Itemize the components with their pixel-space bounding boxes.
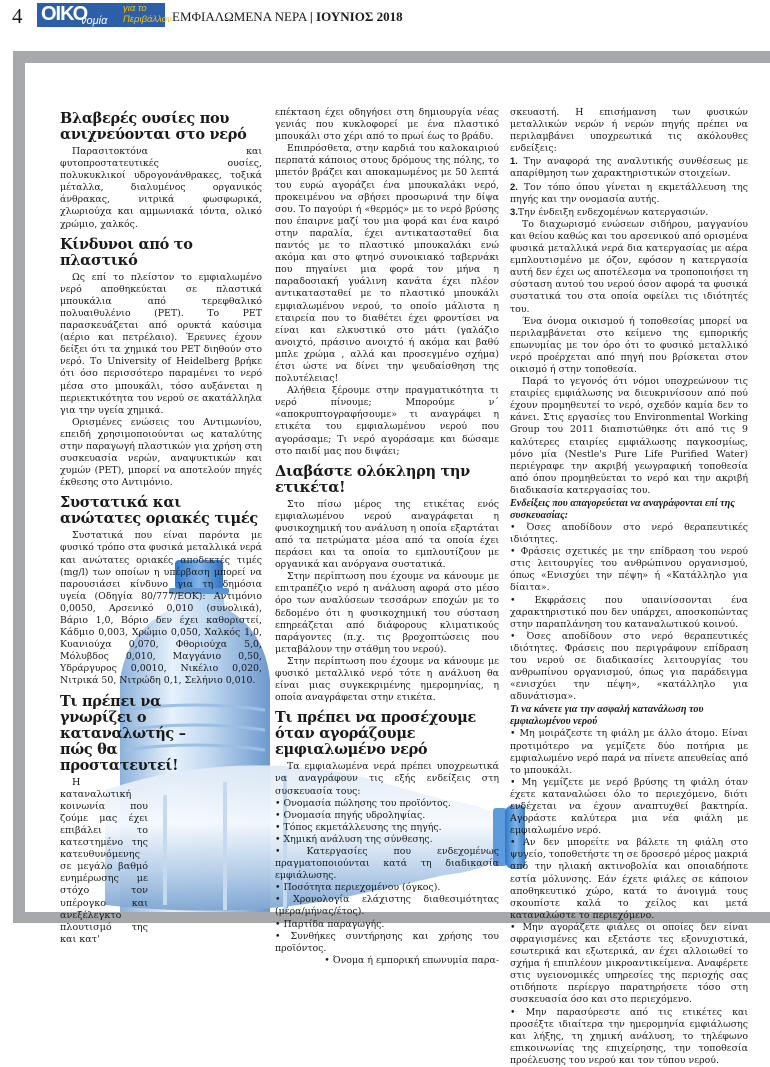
list-item: • Συνθήκες συντήρησης και χρήσης του προϊόντος. — [275, 930, 499, 954]
frame-top — [13, 51, 770, 63]
list-item: • Αν δεν μπορείτε να βάλετε τη φιάλη στο ψυγείο, τοποθετήστε τη σε δροσερό μέρος μακριά από την ηλιακή ακτινοβολία και οποιαδήποτε εστία μόλυνσης. Εάν έχετε φιάλες σε κάποιον αποθηκευτικό χώρο, κατά το άνοιγμά τους σκουπίστε καλά το χείλος και μετά καταναλώστε το περιεχόμενο. — [510, 837, 748, 921]
column-2 — [275, 107, 499, 967]
list-item: • Μην παρασύρεστε από τις ετικέτες και προσέξτε ιδιαίτερα την ημερομηνία εμφιάλωσης και λήξης, τη χημική ανάλυση, το τηλέφωνο επικοινωνίας της επιχείρησης, την τοποθεσία προέλευσης του νερού και τον τύπου νερού. — [510, 1006, 748, 1066]
paragraph: Η καταναλωτική κοινωνία που ζούμε μας έχει επιβάλει το κατεστημένο της κατευθυνόμενης σε μεγάλο βαθμό ενημέρωσης με στόχο τον υπέρογκο και ανεξέλεγκτο πλουτισμό της και κατ' — [60, 776, 148, 945]
paragraph: Ένα όνομα οικισμού ή τοποθεσίας μπορεί να περιλαμβάνεται στο κείμενο της εμπορικής επωνυμίας με τον όρο ότι το φυσικό μεταλλικό νερό προέρχεται από πηγή που βρίσκεται στον οικισμό ή στην τοποθεσία. — [510, 315, 748, 375]
list-item: • Όσες αποδίδουν στο νερό θεραπευτικές ιδιότητες. Φράσεις που περιγράφουν επίδραση του νερού σε διαδικασίες λειτουργίας του ανθρωπίνου οργανισμού, όπως για παράδειγμα «ενισχύει την πέψη», «κατάλληλο για αδυνάτισμα». — [510, 630, 748, 703]
running-header — [172, 9, 403, 25]
paragraph: Το διαχωρισμό ενώσεων σιδήρου, μαγγανίου και θείου καθώς και του αρσενικού από ορισμένα φυσικά μεταλλικά νερά δια κατεργασίας με αέρα εμπλουτισμένο με όζον, εφόσον η κατεργασία αυτή δεν έχει ως αποτέλεσμα να τροποποιήσει τη σύσταση αυτού του νερού όσον αφορά τα φυσικά συστατικά του στα οποία οφείλει τις ιδιότητές του. — [510, 218, 748, 315]
paragraph: Ως επί το πλείστον το εμφιαλωμένο νερό αποθηκεύεται σε πλαστικά μπουκάλια από τερεφθαλικό πολυαιθυλένιο (PET). Το PET παρασκευάζεται από ορυκτά καύσιμα (αέριο και πετρέλαιο). Έρευνες έχουν δείξει ότι τα χημικά του PET διηθούν στο νερό. Το University of Heidelberg βρήκε ότι όσο περισσότερο παραμένει το νερό μέσα στο μπουκάλι, τόσο αυξάνεται η περιεκτικότητα του νερού σε ακατάλληλα για την υγεία χημικά. — [60, 271, 262, 416]
paragraph: σκευαστή. Η επισήμανση των φυσικών μεταλλικών νερών ή νερών πηγής πρέπει να περιλαμβάνει υποχρεωτικά τις ακόλουθες ενδείξεις: — [510, 107, 748, 155]
header-separator: | — [309, 9, 313, 24]
heading-consumer-protection: Τι πρέπει να γνωρίζει ο καταναλωτής – πώς θα προστατευτεί! — [60, 692, 186, 774]
paragraph: Στην περίπτωση που έχουμε να κάνουμε με επιτραπέζιο νερό η ανάλυση αφορά στο μέσο όρο των αναλύσεων τεσσάρων εποχών με το δεδομένο ότι η φυσικοχημική του σύσταση επηρεάζεται από διάφορους κλιματικούς παράγοντες (π.χ. τις βροχοπτώσεις που μεταβάλουν την στάθμη του νερού). — [275, 571, 499, 655]
numbered-item: 1. Την αναφορά της αναλυτικής συνθέσεως με απαρίθμηση των χαρακτηριστικών στοιχείων. — [510, 155, 748, 180]
numbered-item: 3.Την ένδειξη ενδεχομένων κατεργασιών. — [510, 205, 709, 218]
magazine-logo — [37, 3, 172, 27]
paragraph: Αλήθεια ξέρουμε στην πραγματικότητα τι νερό πίνουμε; Μπορούμε ν΄ «αποκρυπτογραφήσουμε» τι αναγράφει η ετικέτα του εμφιαλωμένου νερού που αγοράσαμε; Τι νερό αγοράσαμε και δώσαμε στο παιδί μας που διψάει; — [275, 385, 499, 457]
numbered-item: 2. Τον τόπο όπου γίνεται η εκμετάλλευση της πηγής και την ονομασία αυτής. — [510, 180, 748, 205]
paragraph: Ορισμένες ενώσεις του Αντιμωνίου, επειδή χρησιμοποιούνται ως καταλύτης στην παραγωγή πλαστικών για χρήση στη συσκευασία νερών, αναψυκτικών και χυμών (PET), μπορεί να αποτελούν πηγές έκθεσης στο Αντιμόνιο. — [60, 416, 262, 489]
list-item: • Τόπος εκμετάλλευσης της πηγής. — [275, 821, 442, 833]
paragraph: Τα εμφιαλωμένα νερά πρέπει υποχρεωτικά να αναγράφουν τις εξής ενδείξεις στη συσκευασία τους: — [275, 761, 499, 797]
list-item: • Κατεργασίες που ενδεχομένως πραγματοποιούνται κατά τη διαδικασία εμφιάλωσης. — [275, 845, 499, 882]
list-item: • Μην αγοράζετε φιάλες οι οποίες δεν είναι σφραγισμένες και εξετάστε τες εξονυχιστικά, εσωτερικά και εξωτερικά, αν έχει αλλοιωθεί το σχήμα ή επιπλέουν μικροαντικείμενα. Αναφέρετε στις υγειονομικές υπηρεσίες της περιοχής σας οτιδήποτε περίεργο παρατηρήσετε τόσο στη συσκευασία όσο και στο περιεχόμενο. — [510, 921, 748, 1006]
heading-limit-values: Συστατικά και ανώτατες οριακές τιμές — [60, 494, 258, 528]
list-item: • Όνομα ή εμπορική επωνυμία παρα- — [324, 954, 499, 966]
logo-tagline: για το Περιβάλλον — [123, 3, 172, 25]
paragraph: Συστατικά που είναι παρόντα με φυσικό τρόπο στα φυσικά μεταλλικά νερά και ανώτατες οριακές αποδεκτές τιμές (mg/l) των οποίων η υπέρβαση μπορεί να παρουσιάσει κίνδυνο για τη δημόσια υγεία (Οδηγία 80/777/ΕΟΚ): Αντιμόνιο 0,0050, Αρσενικό 0,010 (συνολικά), Βάριο 1,0, Βόριο δεν έχει καθοριστεί, Κάδμιο 0,003, Χρώμιο 0,050, Χαλκός 1,0, Κυανιούχα 0,070, Φθοριούχα 5,0, Μόλυβδος 0,010, Μαγγάνιο 0,50, Υδράργυρος 0,0010, Νικέλιο 0,020, Νιτρικά 50, Νιτρώδη 0,1, Σελήνιο 0,010. — [60, 530, 262, 687]
list-item: • Ονομασία πηγής υδροληψίας. — [275, 809, 426, 821]
list-item: • Ποσότητα περιεχομένου (όγκος). — [275, 882, 441, 894]
subheading-prohibited-claims: Ενδείξεις που απαγορεύεται να αναγράφονται επί της συσκευασίας: — [510, 498, 735, 521]
list-item: • Χημική ανάλυση της σύνθεσης. — [275, 833, 433, 845]
heading-what-to-watch: Τι πρέπει να προσέχουμε όταν αγοράζουμε εμφιαλωμένο νερό — [275, 709, 476, 759]
paragraph: Επιπρόσθετα, στην καρδιά του καλοκαιριού περπατά κάποιος στους δρόμους της πόλης, το μπετόν βράζει και αποκαμωμένος με 50 λεπτά του ευρώ αγοράζει ένα μπουκαλάκι νερό, προκειμένου να σβήσει προσωρινά την δίψα σου. Το παγούρι ή «θερμός» με το νερό βρύσης που έπαιρνε μαζί του μια φορά και ένα καιρό στην παραλία, έχει αντικατασταθεί δια παντός με το πλαστικό μπουκαλάκι ενώ ακόμα και στο φτηνό συνοικιακό ταβερνάκι που πηγαίνει μια φορά τον μήνα η παραδοσιακή γυάλινη κανάτα έχει πλέον αντικατασταθεί με το πλαστικό μπουκάλι εμφιαλωμένου νερού, το οποίο μάλιστα η εταιρεία που το διαθέτει έχει φροντίσει να είναι και ελκυστικό στο μάτι (γαλάζιο ανοιχτό, πράσινο ανοιχτό ή ακόμα και βαθύ μπλε χρώμα , αλλά και προσεγμένο σχήμα) έτσι ώστε να δίνει την ψευδαίσθηση της πολυτέλειας! — [275, 143, 499, 385]
list-item: • Μη γεμίζετε με νερό βρύσης τη φιάλη όταν έχετε καταναλώσει όλο το περιεχόμενο, διότι ενδέχεται να έχουν αναπτυχθεί βακτηρία. Αγοράστε καλύτερα μια νέα φιάλη με εμφιαλωμένο νερό. — [510, 776, 748, 837]
column-3 — [510, 107, 748, 1067]
frame-left — [13, 51, 25, 923]
logo-main: ΟΙΚΟ — [41, 3, 88, 25]
heading-plastic-risks: Κίνδυνοι από το πλαστικό — [60, 235, 193, 269]
list-item: • Εκφράσεις που υπαινίσσονται ένα χαρακτηριστικό που δεν υπάρχει, αποσκοπώντας στην παραπλάνηση του καταναλωτικού κοινού. — [510, 594, 748, 630]
list-item: • Όσες αποδίδουν στο νερό θεραπευτικές ιδιότητες. — [510, 522, 748, 546]
list-item: • Παρτίδα παραγωγής. — [275, 918, 385, 930]
logo-sub: νομία — [81, 15, 108, 27]
list-item: • Μη μοιράζεστε τη φιάλη με άλλο άτομο. Είναι προτιμότερο να γεμίζετε δύο ποτήρια με εμφιαλωμένο νερό παρά να πίνετε απευθείας από το μπουκάλι. — [510, 728, 748, 776]
list-item: • Ονομασία πώλησης του προϊόντος. — [275, 797, 451, 809]
paragraph: Στο πίσω μέρος της ετικέτας ενός εμφιαλωμένου νερού αναγράφεται η φυσικοχημική του ανάλυση η οποία εξαρτάται από τα πετρώματα μέσα από τα οποία έχει περάσει και τα οποία το εμπλουτίζουν με οργανικά και ανόργανα συστατικά. — [275, 498, 499, 571]
paragraph: Παρά το γεγονός ότι νόμοι υποχρεώνουν τις εταιρίες εμφιάλωσης να διευκρινίσουν από πού έχουν προμηθευτεί το νερό, σχεδόν καμία δεν το κάνει. Στις εργασίες του Environmental Working Group του 2011 διαπιστώθηκε ότι από τις 9 καλύτερες εταιρίες εμφιάλωσης παγκοσμίως, μόνο μία (Nestle's Pure Life Purified Water) περιέγραφε την ακριβή γεωγραφική τοποθεσία από όπου προμηθεύεται το νερό και την ακριβή διαδικασία κατεργασίας του. — [510, 376, 748, 496]
section-title: ΕΜΦΙΑΛΩΜΕΝΑ ΝΕΡΑ — [172, 9, 307, 24]
list-item: • Χρονολογία ελάχιστης διαθεσιμότητας (μέρα/μήνας/έτος). — [275, 894, 499, 918]
paragraph: επέκταση έχει οδηγήσει στη δημιουργία νέας γενιάς που κυκλοφορεί με ένα πλαστικό μπουκάλι στο χέρι από το πρωί έως το βράδυ. — [275, 107, 499, 143]
paragraph: Στην περίπτωση που έχουμε να κάνουμε με φυσικό μεταλλικό νερό τότε η ανάλυση θα είναι μιας συγκεκριμένης ημερομηνίας, η οποία αναγράφεται στην ετικέτα. — [275, 655, 499, 704]
list-item: • Φράσεις σχετικές με την επίδραση του νερού στις λειτουργίες του ανθρώπινου οργανισμού, όπως «Ενισχύει την πέψη» ή «Κατάλληλο για δίαιτα». — [510, 546, 748, 594]
subheading-safe-consumption: Τι να κάνετε για την ασφαλή κατανάλωση του εμφιαλωμένου νερού — [510, 704, 704, 728]
heading-read-label: Διαβάστε ολόκληρη την ετικέτα! — [275, 462, 470, 496]
column-1 — [60, 111, 262, 946]
page-number: 4 — [12, 4, 23, 28]
heading-harmful-substances: Βλαβερές ουσίες που ανιχνεύονται στο νερό — [60, 110, 247, 143]
paragraph: Παρασιτοκτόνα και φυτοπροστατευτικές ουσίες, πολυκυκλικοί υδρογονάνθρακες, τοξικά μέταλλα, διαλυμένος οργανικός άνθρακας, νιτρικά φωσφωρικά, χλωριούχα και αμμωνιακά ιόντα, ολικό χρώμιο, χαλκός. — [60, 146, 262, 230]
issue-date: ΙΟΥΝΙΟΣ 2018 — [316, 9, 403, 24]
